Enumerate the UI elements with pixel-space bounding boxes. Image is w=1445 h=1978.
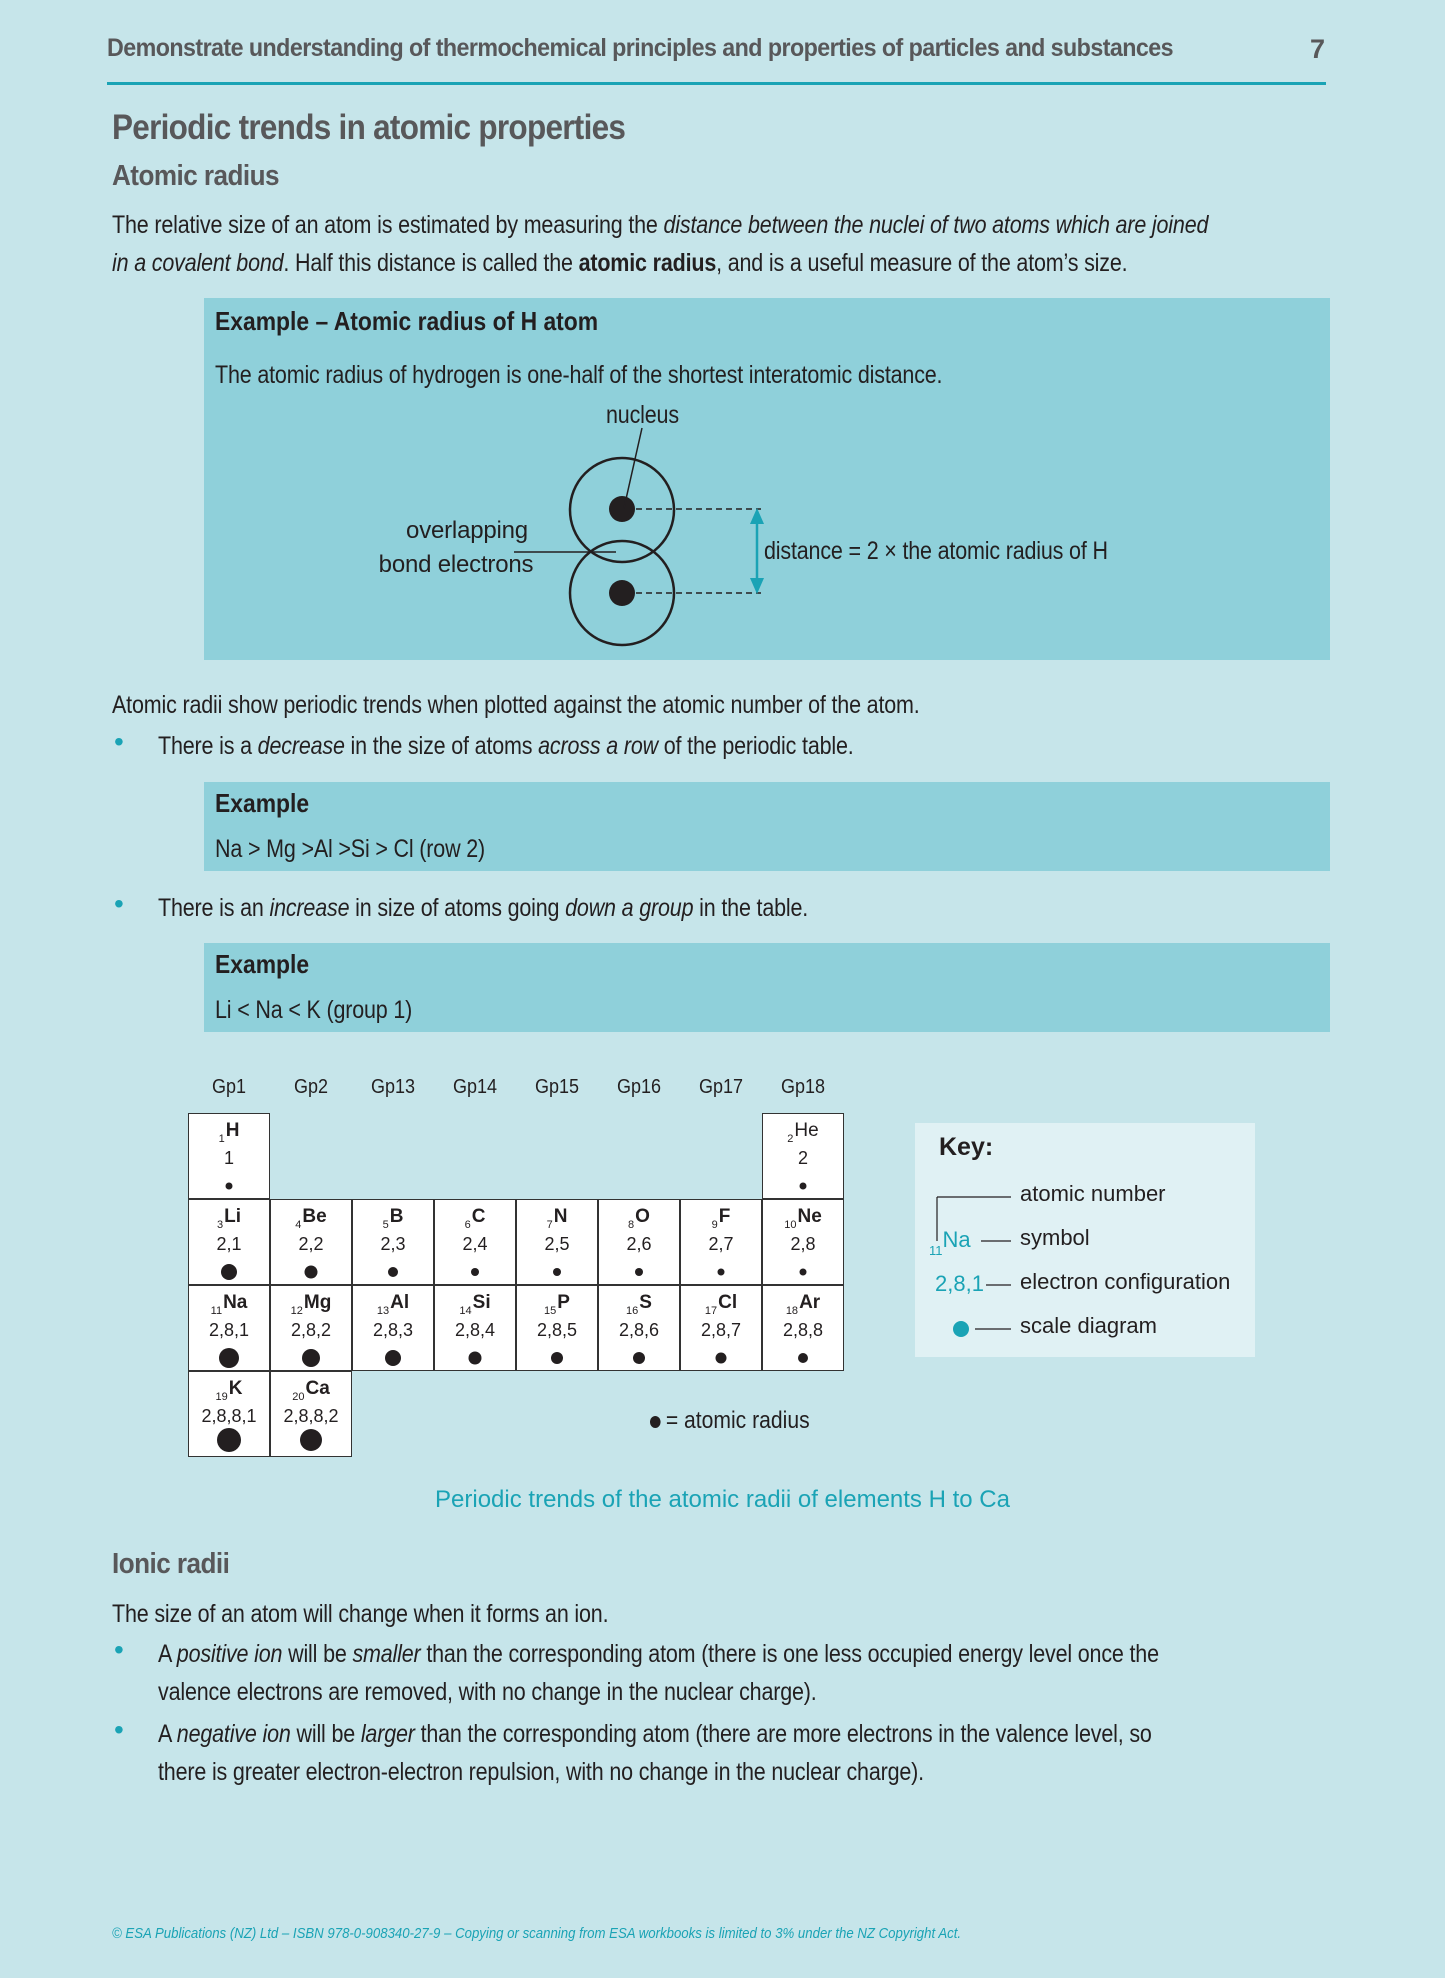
italic-text: distance between the nuclei of two atoms which are joined: [663, 211, 1209, 239]
bullet-negative-ion-line-1: [158, 1715, 1152, 1753]
electron-configuration: 2,8,8,1: [201, 1406, 257, 1426]
symbol: F: [718, 1206, 731, 1227]
bullet-icon: •: [114, 1634, 124, 1665]
element-cell-be: [270, 1199, 352, 1285]
atomic-number: 11: [210, 1305, 223, 1317]
element-cell-k: [188, 1371, 270, 1457]
italic-text: smaller: [352, 1640, 421, 1668]
atomic-number: 1: [218, 1133, 225, 1145]
electron-configuration: 2,8,4: [454, 1320, 496, 1340]
element-symbol: [189, 1206, 269, 1231]
heading-ionic-radii: Ionic radii: [112, 1548, 230, 1580]
group-label: Gp17: [698, 1076, 744, 1098]
italic-text: positive ion: [176, 1640, 283, 1668]
text: , and is a useful measure of the atom’s size.: [716, 249, 1128, 277]
nucleus-top: [609, 496, 635, 522]
key-box: [915, 1123, 1255, 1357]
key-sample-z: 11: [929, 1243, 943, 1258]
scale-dot-icon: [953, 1321, 969, 1337]
element-symbol: [271, 1206, 351, 1231]
example-title: Example: [215, 949, 310, 979]
element-symbol: [189, 1120, 269, 1145]
footer-copyright: © ESA Publications (NZ) Ltd – ISBN 978-0-908340-27-9 – Copying or scanning from ESA workbooks is limited to 3% under the NZ Copyright Act.: [112, 1925, 962, 1942]
electron-configuration: 2,8,2: [290, 1320, 332, 1340]
group-label: Gp18: [780, 1076, 826, 1098]
group-label: Gp15: [534, 1076, 580, 1098]
label-overlapping: overlapping: [406, 517, 528, 544]
electron-configuration: 2,3: [380, 1234, 406, 1254]
group-label: Gp2: [293, 1076, 329, 1098]
key-sample-symbol: [929, 1227, 971, 1258]
electron-configuration: 2: [797, 1148, 808, 1168]
element-symbol: [599, 1292, 679, 1317]
element-cell-mg: [270, 1285, 352, 1371]
italic-text: increase: [269, 894, 350, 922]
atomic-radius-dot: [469, 1352, 482, 1365]
symbol: P: [557, 1292, 570, 1313]
text: There is an: [158, 894, 270, 922]
atomic-number: 16: [626, 1305, 639, 1317]
key-sample-config: 2,8,1: [935, 1271, 984, 1296]
symbol: He: [794, 1120, 819, 1141]
electron-configuration: 2,8,3: [372, 1320, 414, 1340]
symbol: Ne: [797, 1206, 822, 1227]
atomic-number: 10: [784, 1219, 797, 1231]
symbol: Be: [302, 1206, 327, 1227]
element-symbol: [435, 1292, 515, 1317]
element-cell-si: [434, 1285, 516, 1371]
symbol: S: [639, 1292, 652, 1313]
atomic-radius-dot: [300, 1429, 322, 1451]
bullet-positive-ion-line-1: [158, 1635, 1159, 1673]
bullet-decrease: [158, 727, 854, 765]
text: A: [158, 1640, 177, 1668]
element-cell-ne: [762, 1199, 844, 1285]
bullet-icon: •: [114, 1714, 124, 1745]
symbol: H: [225, 1120, 240, 1141]
paragraph-line-2: [112, 244, 1127, 282]
running-header: Demonstrate understanding of thermochemical principles and properties of particles and substances: [107, 34, 1174, 62]
element-symbol: [517, 1292, 597, 1317]
electron-configuration: 2,8,1: [208, 1320, 250, 1340]
atomic-number: 9: [711, 1219, 718, 1231]
element-symbol: [271, 1292, 351, 1317]
bullet-icon: •: [114, 726, 124, 757]
element-symbol: [763, 1206, 843, 1231]
example-box-group: [204, 943, 1330, 1032]
atomic-radius-dot: [388, 1267, 398, 1277]
bullet-increase: [158, 889, 808, 927]
electron-configuration: 2,2: [298, 1234, 324, 1254]
element-symbol: [681, 1292, 761, 1317]
text: There is a: [158, 732, 258, 760]
element-cell-al: [352, 1285, 434, 1371]
trends-intro: Atomic radii show periodic trends when plotted against the atomic number of the atom.: [112, 691, 920, 719]
example-title: Example – Atomic radius of H atom: [215, 306, 599, 336]
atomic-number: 14: [459, 1305, 472, 1317]
atomic-number: 8: [628, 1219, 635, 1231]
atomic-number: 7: [546, 1219, 553, 1231]
atomic-number: 15: [544, 1305, 557, 1317]
example-text: Na > Mg >Al >Si > Cl (row 2): [215, 835, 486, 863]
group-label: Gp16: [616, 1076, 662, 1098]
italic-text: down a group: [565, 894, 694, 922]
element-symbol: [189, 1378, 269, 1403]
element-cell-ca: [270, 1371, 352, 1457]
legend-text: = atomic radius: [665, 1407, 810, 1434]
hydrogen-bond-diagram: [204, 298, 1330, 660]
key-label-symbol: symbol: [1020, 1225, 1090, 1250]
text: A: [158, 1720, 177, 1748]
key-label-scale: scale diagram: [1020, 1313, 1157, 1338]
bold-term: atomic radius: [578, 249, 717, 277]
symbol: N: [553, 1206, 568, 1227]
example-text: The atomic radius of hydrogen is one-half of the shortest interatomic distance.: [215, 361, 943, 389]
atomic-radius-dot: [718, 1269, 725, 1276]
text: than the corresponding atom (there is one less occupied energy level once the: [420, 1640, 1159, 1668]
label-bond-electrons: bond electrons: [378, 551, 534, 578]
text: in the size of atoms: [344, 732, 539, 760]
atomic-radius-dot: [800, 1269, 807, 1276]
electron-configuration: 2,8,8: [782, 1320, 824, 1340]
section-title: Periodic trends in atomic properties: [112, 108, 626, 147]
key-sample-sym: Na: [942, 1227, 971, 1252]
key-label-config: electron configuration: [1020, 1269, 1231, 1294]
element-symbol: [271, 1378, 351, 1403]
element-symbol: [435, 1206, 515, 1231]
key-title: Key:: [939, 1133, 994, 1161]
bullet-icon: •: [114, 888, 124, 919]
symbol: Cl: [718, 1292, 738, 1313]
atomic-number: 6: [464, 1219, 471, 1231]
electron-configuration: 2,8,5: [536, 1320, 578, 1340]
italic-text: in a covalent bond: [112, 249, 284, 277]
group-label: Gp13: [370, 1076, 416, 1098]
element-cell-n: [516, 1199, 598, 1285]
atomic-radius-dot: [221, 1264, 237, 1280]
text: will be: [282, 1640, 353, 1668]
electron-configuration: 2,5: [544, 1234, 570, 1254]
page-number: 7: [1310, 34, 1326, 64]
atomic-radius-dot: [800, 1183, 807, 1190]
atomic-number: 2: [787, 1133, 794, 1145]
element-symbol: [189, 1292, 269, 1317]
label-distance: distance = 2 × the atomic radius of H: [764, 537, 1108, 565]
text: than the corresponding atom (there are more electrons in the valence level, so: [414, 1720, 1152, 1748]
element-cell-s: [598, 1285, 680, 1371]
electron-configuration: 2,8: [790, 1234, 816, 1254]
electron-configuration: 2,8,7: [700, 1320, 742, 1340]
element-cell-o: [598, 1199, 680, 1285]
atomic-radius-dot: [471, 1268, 479, 1276]
electron-configuration: 2,8,6: [618, 1320, 660, 1340]
table-legend: [650, 1407, 810, 1435]
atomic-radius-dot: [553, 1268, 561, 1276]
element-symbol: [763, 1120, 843, 1145]
symbol: C: [471, 1206, 486, 1227]
atomic-radius-dot: [716, 1353, 727, 1364]
atomic-radius-dot: [635, 1268, 643, 1276]
atomic-radius-dot: [798, 1353, 808, 1363]
arrow-head-down: [750, 578, 764, 594]
element-cell-na: [188, 1285, 270, 1371]
atomic-number: 13: [376, 1305, 390, 1317]
symbol: Al: [390, 1292, 410, 1313]
element-symbol: [353, 1206, 433, 1231]
nucleus-pointer: [624, 428, 642, 508]
symbol: Mg: [303, 1292, 332, 1313]
symbol: Na: [223, 1292, 248, 1313]
arrow-head-up: [750, 508, 764, 524]
group-label: Gp14: [452, 1076, 498, 1098]
element-cell-f: [680, 1199, 762, 1285]
atomic-radius-dot: [302, 1349, 320, 1367]
element-cell-li: [188, 1199, 270, 1285]
symbol: Li: [224, 1206, 241, 1227]
symbol: B: [389, 1206, 404, 1227]
italic-text: larger: [360, 1720, 415, 1748]
element-cell-h: [188, 1113, 270, 1199]
symbol: Ca: [305, 1378, 330, 1399]
text: The relative size of an atom is estimated by measuring the: [112, 211, 664, 239]
text: . Half this distance is called the: [283, 249, 579, 277]
atomic-radius-dot: [305, 1266, 318, 1279]
bullet-negative-ion-line-2: there is greater electron-electron repulsion, with no change in the nuclear charge).: [158, 1758, 924, 1786]
atomic-number: 5: [382, 1219, 389, 1231]
example-box-row: [204, 782, 1330, 871]
atomic-number: 18: [785, 1305, 799, 1317]
element-cell-b: [352, 1199, 434, 1285]
electron-configuration: 2,8,8,2: [283, 1406, 339, 1426]
atomic-radius-dot: [551, 1352, 563, 1364]
nucleus-bottom: [609, 580, 635, 606]
atomic-radius-dot: [633, 1352, 645, 1364]
electron-configuration: 2,7: [708, 1234, 734, 1254]
element-cell-p: [516, 1285, 598, 1371]
symbol: Si: [472, 1292, 491, 1313]
element-cell-ar: [762, 1285, 844, 1371]
example-box-hydrogen: [204, 298, 1330, 660]
atomic-number: 4: [295, 1219, 302, 1231]
element-symbol: [763, 1292, 843, 1317]
element-cell-he: [762, 1113, 844, 1199]
symbol: Ar: [799, 1292, 821, 1313]
italic-text: across a row: [538, 732, 658, 760]
atomic-number: 3: [216, 1219, 224, 1231]
text: in size of atoms going: [349, 894, 566, 922]
element-cell-cl: [680, 1285, 762, 1371]
text: in the table.: [693, 894, 809, 922]
example-title: Example: [215, 788, 310, 818]
atomic-radius-dot: [219, 1348, 239, 1368]
text: of the periodic table.: [657, 732, 854, 760]
atomic-number: 12: [290, 1305, 303, 1317]
atomic-number: 19: [215, 1391, 228, 1403]
atomic-number: 17: [704, 1305, 718, 1317]
electron-configuration: 2,4: [462, 1234, 488, 1254]
legend-dot-icon: [650, 1416, 661, 1428]
atomic-radius-dot: [226, 1183, 233, 1190]
figure-caption: Periodic trends of the atomic radii of elements H to Ca: [435, 1486, 1010, 1513]
group-label: Gp1: [211, 1076, 247, 1098]
italic-text: decrease: [257, 732, 345, 760]
atomic-radius-dot: [217, 1428, 241, 1452]
atomic-number: 20: [292, 1391, 305, 1403]
element-symbol: [517, 1206, 597, 1231]
label-nucleus: nucleus: [606, 401, 679, 429]
example-text: Li < Na < K (group 1): [215, 996, 413, 1024]
element-symbol: [353, 1292, 433, 1317]
atomic-radius-dot: [385, 1350, 401, 1366]
element-symbol: [599, 1206, 679, 1231]
ionic-intro: The size of an atom will change when it forms an ion.: [112, 1600, 609, 1628]
heading-atomic-radius: Atomic radius: [112, 160, 280, 192]
element-symbol: [681, 1206, 761, 1231]
text: will be: [290, 1720, 361, 1748]
symbol: O: [635, 1206, 650, 1227]
element-cell-c: [434, 1199, 516, 1285]
electron-configuration: 2,6: [626, 1234, 652, 1254]
bullet-positive-ion-line-2: valence electrons are removed, with no change in the nuclear charge).: [158, 1678, 817, 1706]
header-rule: [107, 82, 1326, 85]
electron-configuration: 2,1: [216, 1234, 242, 1254]
electron-configuration: 1: [223, 1148, 234, 1168]
key-label-atomic-number: atomic number: [1020, 1181, 1166, 1206]
paragraph-line-1: [112, 206, 1208, 244]
italic-text: negative ion: [176, 1720, 291, 1748]
symbol: K: [228, 1378, 243, 1399]
